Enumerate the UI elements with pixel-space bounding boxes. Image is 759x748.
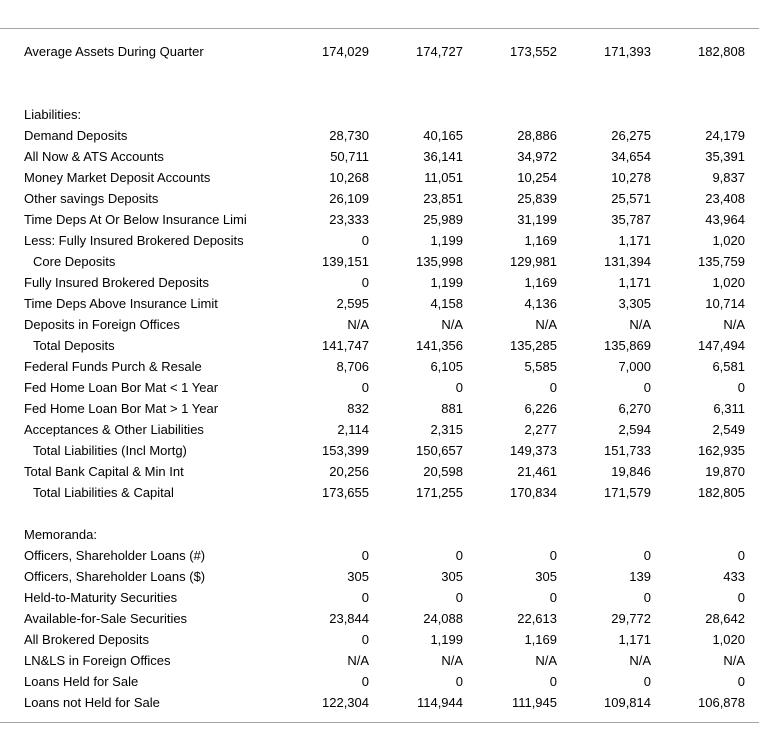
cell-value: 153,399 [322,443,369,458]
cell-value: N/A [347,653,369,668]
cell-value: 6,226 [524,401,557,416]
cell-value: 182,808 [698,44,745,59]
table-row [0,272,759,293]
row-label: Acceptances & Other Liabilities [24,422,204,437]
cell-value: 171,255 [416,485,463,500]
table-row [0,125,759,146]
cell-value: 881 [441,401,463,416]
table-row [0,377,759,398]
table-row [0,356,759,377]
cell-value: 0 [643,590,651,605]
cell-value: 135,998 [416,254,463,269]
cell-value: 0 [643,548,651,563]
row-label: Total Bank Capital & Min Int [24,464,184,479]
cell-value: 173,655 [322,485,369,500]
cell-value: 171,579 [604,485,651,500]
row-label: Core Deposits [33,254,116,269]
row-label: Demand Deposits [24,128,128,143]
cell-value: 182,805 [698,485,745,500]
cell-value: 135,759 [698,254,745,269]
cell-value: 0 [643,674,651,689]
cell-value: 2,315 [430,422,463,437]
cell-value: N/A [441,317,463,332]
row-label: Average Assets During Quarter [24,44,204,59]
cell-value: 111,945 [511,695,557,710]
cell-value: 0 [737,590,745,605]
cell-value: 0 [549,380,557,395]
table-row [0,608,759,629]
cell-value: 0 [455,548,463,563]
row-label: Federal Funds Purch & Resale [24,359,202,374]
cell-value: 0 [737,674,745,689]
row-label: Less: Fully Insured Brokered Deposits [24,233,244,248]
table-row [0,293,759,314]
cell-value: 305 [441,569,463,584]
cell-value: 1,199 [430,233,463,248]
cell-value: 141,356 [416,338,463,353]
cell-value: 2,549 [712,422,745,437]
cell-value: 151,733 [604,443,651,458]
row-label: Officers, Shareholder Loans (#) [24,548,206,563]
cell-value: 832 [347,401,369,416]
section-header-row [0,104,759,125]
cell-value: 1,199 [430,275,463,290]
cell-value: 23,851 [423,191,463,206]
cell-value: 109,814 [604,695,651,710]
table-row [0,146,759,167]
cell-value: 0 [361,380,369,395]
cell-value: 6,581 [712,359,745,374]
cell-value: 2,277 [524,422,557,437]
cell-value: 28,730 [329,128,369,143]
cell-value: 305 [535,569,557,584]
cell-value: 0 [361,275,369,290]
cell-value: 0 [549,674,557,689]
cell-value: 25,989 [423,212,463,227]
cell-value: 23,408 [705,191,745,206]
cell-value: 1,020 [712,275,745,290]
cell-value: 1,169 [524,275,557,290]
table-row [0,440,759,461]
cell-value: 34,654 [611,149,651,164]
cell-value: 19,846 [611,464,651,479]
cell-value: 10,714 [705,296,745,311]
cell-value: 0 [737,548,745,563]
cell-value: 0 [361,233,369,248]
table-row [0,629,759,650]
cell-value: 11,051 [424,170,463,185]
table-row [0,167,759,188]
cell-value: 35,787 [611,212,651,227]
table-row [0,41,759,62]
cell-value: 0 [361,590,369,605]
table-row [0,209,759,230]
row-label: Available-for-Sale Securities [24,611,188,626]
cell-value: 106,878 [698,695,745,710]
cell-value: 0 [549,590,557,605]
cell-value: 1,171 [618,233,651,248]
table-row [0,335,759,356]
cell-value: 150,657 [416,443,463,458]
cell-value: N/A [535,317,557,332]
cell-value: 10,268 [329,170,369,185]
cell-value: 20,598 [423,464,463,479]
cell-value: 31,199 [517,212,557,227]
cell-value: 0 [361,548,369,563]
cell-value: 1,169 [524,632,557,647]
cell-value: 0 [737,380,745,395]
row-label: All Now & ATS Accounts [24,149,164,164]
cell-value: 50,711 [330,149,369,164]
cell-value: 21,461 [517,464,557,479]
table-row [0,692,759,713]
cell-value: 24,088 [423,611,463,626]
cell-value: 40,165 [423,128,463,143]
cell-value: 162,935 [698,443,745,458]
table-row [0,671,759,692]
cell-value: 1,020 [712,632,745,647]
cell-value: 4,158 [430,296,463,311]
cell-value: 122,304 [322,695,369,710]
cell-value: 23,333 [329,212,369,227]
section-header-row [0,524,759,545]
cell-value: 0 [455,590,463,605]
cell-value: 29,772 [611,611,651,626]
table-row [0,314,759,335]
cell-value: 171,393 [604,44,651,59]
cell-value: 149,373 [510,443,557,458]
row-label: LN&LS in Foreign Offices [24,653,171,668]
cell-value: 0 [643,380,651,395]
cell-value: N/A [535,653,557,668]
cell-value: 6,311 [713,401,745,416]
cell-value: 141,747 [322,338,369,353]
cell-value: 25,571 [611,191,651,206]
table-row [0,188,759,209]
table-row [0,482,759,503]
cell-value: 173,552 [510,44,557,59]
cell-value: 19,870 [705,464,745,479]
cell-value: 24,179 [705,128,745,143]
bottom-divider [0,722,759,723]
cell-value: N/A [347,317,369,332]
cell-value: 9,837 [712,170,745,185]
cell-value: 174,727 [416,44,463,59]
cell-value: N/A [723,317,745,332]
cell-value: 26,275 [611,128,651,143]
cell-value: 0 [455,380,463,395]
row-label: Total Deposits [33,338,115,353]
cell-value: 20,256 [329,464,369,479]
cell-value: 43,964 [705,212,745,227]
row-label: Fed Home Loan Bor Mat > 1 Year [24,401,219,416]
spacer-row [0,62,759,104]
row-label: Held-to-Maturity Securities [24,590,178,605]
table-row [0,545,759,566]
cell-value: 139,151 [322,254,369,269]
cell-value: 36,141 [423,149,463,164]
cell-value: 26,109 [329,191,369,206]
cell-value: 170,834 [510,485,557,500]
cell-value: 114,944 [416,695,463,710]
cell-value: 1,171 [618,275,651,290]
cell-value: 1,171 [618,632,651,647]
cell-value: 433 [723,569,745,584]
row-label: Loans Held for Sale [24,674,139,689]
row-label: Total Liabilities (Incl Mortg) [33,443,187,458]
cell-value: 34,972 [517,149,557,164]
cell-value: 4,136 [524,296,557,311]
cell-value: 1,020 [712,233,745,248]
row-label: Memoranda: [24,527,97,542]
cell-value: 23,844 [329,611,369,626]
row-label: Total Liabilities & Capital [33,485,174,500]
row-label: All Brokered Deposits [24,632,149,647]
cell-value: N/A [723,653,745,668]
cell-value: 25,839 [517,191,557,206]
cell-value: 22,613 [517,611,557,626]
cell-value: 10,278 [611,170,651,185]
row-label: Time Deps Above Insurance Limit [24,296,218,311]
cell-value: 0 [549,548,557,563]
row-label: Officers, Shareholder Loans ($) [24,569,206,584]
cell-value: 8,706 [336,359,369,374]
cell-value: 139 [629,569,651,584]
row-label: Fed Home Loan Bor Mat < 1 Year [24,380,219,395]
cell-value: 131,394 [604,254,651,269]
row-label: Money Market Deposit Accounts [24,170,211,185]
cell-value: 0 [361,632,369,647]
cell-value: 28,886 [517,128,557,143]
cell-value: N/A [441,653,463,668]
row-label: Time Deps At Or Below Insurance Limi [24,212,247,227]
cell-value: 35,391 [705,149,745,164]
cell-value: 5,585 [524,359,557,374]
row-label: Other savings Deposits [24,191,159,206]
cell-value: 2,594 [618,422,651,437]
cell-value: 0 [455,674,463,689]
cell-value: 135,285 [510,338,557,353]
cell-value: 0 [361,674,369,689]
cell-value: 6,270 [618,401,651,416]
cell-value: N/A [629,317,651,332]
cell-value: 1,169 [524,233,557,248]
cell-value: 2,595 [336,296,369,311]
table-row [0,566,759,587]
row-label: Fully Insured Brokered Deposits [24,275,209,290]
row-label: Loans not Held for Sale [24,695,160,710]
cell-value: 6,105 [430,359,463,374]
cell-value: N/A [629,653,651,668]
cell-value: 2,114 [337,422,369,437]
cell-value: 129,981 [510,254,557,269]
report-table-body [0,41,759,713]
cell-value: 10,254 [517,170,557,185]
cell-value: 305 [347,569,369,584]
spacer-row [0,503,759,524]
row-label: Liabilities: [24,107,82,122]
table-row [0,587,759,608]
row-label: Deposits in Foreign Offices [24,317,180,332]
cell-value: 28,642 [705,611,745,626]
table-row [0,650,759,671]
table-row [0,251,759,272]
top-divider [0,28,759,29]
cell-value: 147,494 [698,338,745,353]
cell-value: 3,305 [618,296,651,311]
cell-value: 174,029 [322,44,369,59]
table-row [0,398,759,419]
cell-value: 135,869 [604,338,651,353]
table-row [0,461,759,482]
cell-value: 1,199 [430,632,463,647]
table-row [0,419,759,440]
table-row [0,230,759,251]
cell-value: 7,000 [618,359,651,374]
